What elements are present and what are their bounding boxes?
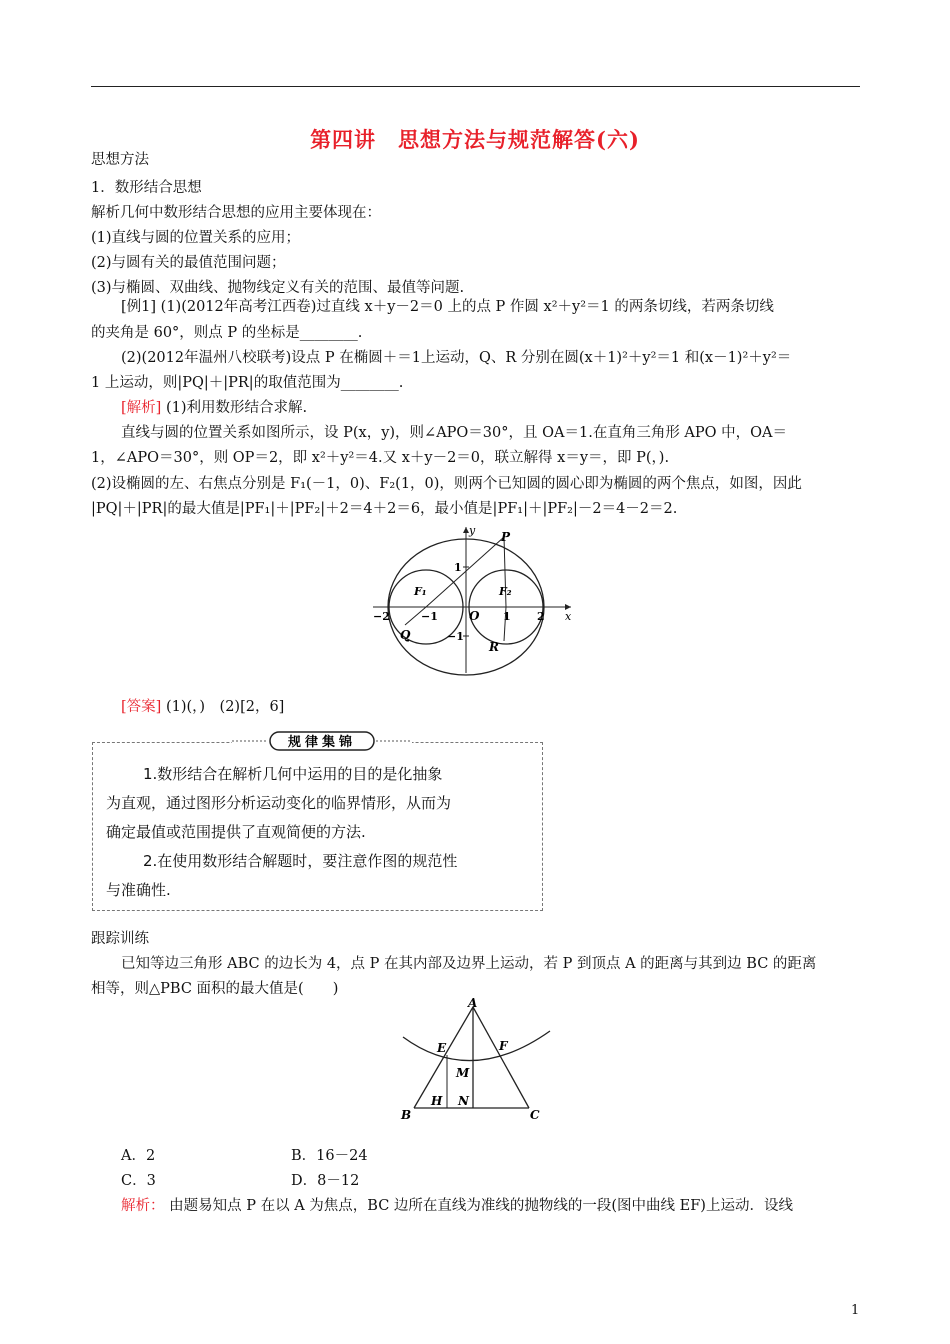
page-title: 第四讲 思想方法与规范解答(六) [310, 127, 640, 152]
answer-label: [答案] [121, 699, 162, 715]
subsection-heading: 1．数形结合思想 [91, 180, 202, 196]
answer-line [121, 697, 284, 717]
triangle-parabola-figure [395, 995, 560, 1125]
analysis-line [121, 1196, 793, 1216]
point-3: (3)与椭圆、双曲线、抛物线定义有关的范围、最值等问题. [91, 280, 465, 296]
label-x: x [565, 610, 572, 623]
solution-intro-line [121, 398, 307, 418]
point-2: (2)与圆有关的最值范围问题； [91, 255, 286, 271]
example-q1-line1: (1)(2012年高考江西卷)过直线 x＋y－2＝0 上的点 P 作圆 x²＋y²＝1 的两条切线，若两条切线 [160, 299, 774, 315]
solution-label: [解析] [121, 400, 162, 416]
example-q1-line2: 的夹角是 60°，则点 P 的坐标是________. [91, 325, 363, 341]
label-e: E [437, 1041, 447, 1055]
label-m: M [456, 1066, 470, 1080]
option-a: A．2 [121, 1148, 156, 1164]
label-f2: F₂ [499, 585, 512, 598]
label-n: N [458, 1094, 469, 1108]
page-number: 1 [851, 1303, 860, 1318]
label-tick-2x: 2 [537, 610, 545, 623]
label-tick-m1y: −1 [447, 630, 464, 643]
label-tick-m1x: −1 [421, 610, 438, 623]
label-f: F [499, 1039, 508, 1053]
label-b: B [401, 1108, 412, 1122]
option-c: C．3 [121, 1173, 156, 1189]
analysis-label: 解析： [121, 1198, 165, 1214]
summary-badge [232, 730, 412, 752]
label-tick-1: 1 [454, 561, 462, 574]
summary-line-1: 1.数形结合在解析几何中运用的目的是化抽象 [143, 765, 443, 783]
label-h: H [431, 1094, 443, 1108]
label-a: A [468, 996, 478, 1010]
example-q2-line1: (2)(2012年温州八校联考)设点 P 在椭圆＋＝1上运动，Q、R 分别在圆(x＋1)²＋y²＝1 和(x－1)²＋y²＝ [121, 350, 792, 366]
option-d: D．8－12 [291, 1173, 360, 1189]
label-tick-m2: −2 [373, 610, 390, 623]
example-label: [例1] [121, 299, 157, 315]
label-q: Q [400, 628, 411, 642]
example-line-1 [121, 297, 774, 317]
badge-graphic [232, 730, 412, 752]
example-q2-line2: 1 上运动，则|PQ|＋|PR|的取值范围为________. [91, 375, 404, 391]
label-c: C [530, 1108, 540, 1122]
solution-s1-line1: 直线与圆的位置关系如图所示，设 P(x，y)，则∠APO＝30°，且 OA＝1.在直角三角形 APO 中，OA＝ [121, 425, 788, 441]
solution-s2-line2: |PQ|＋|PR|的最大值是|PF₁|＋|PF₂|＋2＝4＋2＝6，最小值是|PF₁|＋|PF₂|－2＝4－2＝2. [91, 501, 678, 517]
parabola-curve-ef [403, 1031, 550, 1061]
point-1: (1)直线与圆的位置关系的应用； [91, 230, 301, 246]
answer-text: (1)(，) (2)[2，6] [165, 699, 285, 715]
label-r: R [489, 640, 499, 654]
label-origin: O [469, 609, 480, 623]
label-f1: F₁ [414, 585, 427, 598]
section-heading: 思想方法 [91, 152, 149, 168]
badge-text: 规律集锦 [287, 735, 357, 750]
analysis-text: 由题易知点 P 在以 A 为焦点，BC 边所在直线为准线的抛物线的一段(图中曲线 EF)上运动．设线 [169, 1198, 793, 1214]
practice-line-1: 已知等边三角形 ABC 的边长为 4，点 P 在其内部及边界上运动，若 P 到顶点 A 的距离与其到边 BC 的距离 [121, 956, 817, 972]
label-tick-1x: 1 [503, 610, 511, 623]
intro-text: 解析几何中数形结合思想的应用主要体现在： [91, 205, 381, 221]
solution-s2-line1: (2)设椭圆的左、右焦点分别是 F₁(－1，0)、F₂(1，0)，则两个已知圆的圆心即为椭圆的两个焦点，如图，因此 [91, 476, 802, 492]
label-y: y [469, 524, 476, 537]
side-ac [473, 1007, 529, 1108]
practice-heading: 跟踪训练 [91, 931, 149, 947]
solution-s1-line2: 1，∠APO＝30°，则 OP＝2，即 x²＋y²＝4.又 x＋y－2＝0，联立解得 x＝y＝，即 P(，). [91, 450, 670, 466]
option-b: B．16－24 [291, 1148, 368, 1164]
header-rule [91, 86, 860, 87]
summary-line-4: 2.在使用数形结合解题时，要注意作图的规范性 [143, 852, 458, 870]
solution-s1-intro: (1)利用数形结合求解. [165, 400, 308, 416]
summary-line-5: 与准确性. [106, 881, 171, 899]
ellipse-circles-figure [365, 523, 585, 683]
practice-line-2: 相等，则△PBC 面积的最大值是( ) [91, 981, 339, 997]
side-ab [414, 1007, 473, 1108]
summary-line-3: 确定最值或范围提供了直观简便的方法. [106, 823, 366, 841]
summary-line-2: 为直观，通过图形分析运动变化的临界情形，从而为 [106, 794, 452, 812]
label-p: P [501, 530, 511, 544]
